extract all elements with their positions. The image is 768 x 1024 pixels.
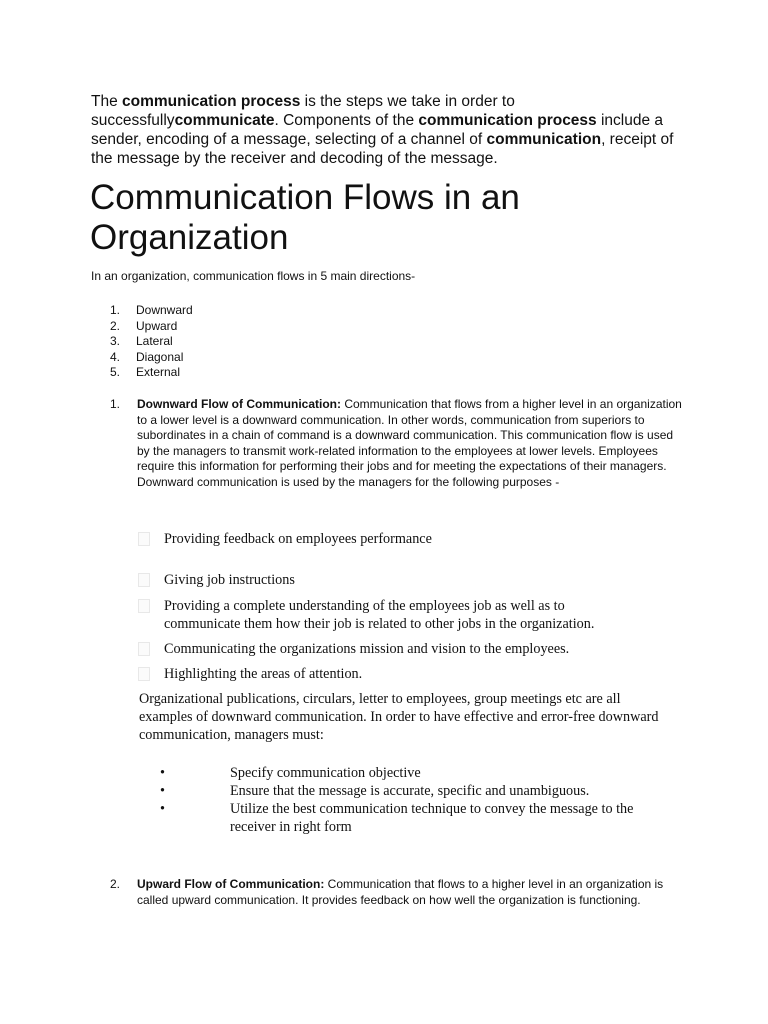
section-text: Communication that flows from a higher level in an organization to a lower level is a downward communication. In other words, communication from superiors to subordinates in a chain of command is a downward communication. This communication flow is used by the managers to transmit work-related information to the employees at lower levels. Employees require this information for performing their jobs and for meeting the expectations of their managers. Downward communication is used by the managers for the following purposes - bbox=[137, 397, 682, 489]
purpose-text: Highlighting the areas of attention. bbox=[164, 666, 363, 682]
section-title: Downward Flow of Communication: bbox=[137, 397, 341, 411]
bullet-dot-icon: • bbox=[160, 783, 165, 799]
bullet-box-icon bbox=[138, 599, 150, 613]
list-item bbox=[110, 350, 193, 366]
list-item bbox=[110, 303, 193, 319]
section-number: 1. bbox=[110, 397, 121, 411]
list-item bbox=[160, 764, 670, 782]
direction-label: External bbox=[136, 365, 181, 380]
purpose-item bbox=[138, 665, 618, 683]
purpose-item bbox=[138, 530, 618, 548]
purpose-text: Communicating the organizations mission and vision to the employees. bbox=[164, 641, 570, 657]
purpose-text: Providing a complete understanding of the employees job as well as to communicate them how their job is related to other jobs in the organization. bbox=[164, 598, 595, 632]
intro-bold-term: communicate bbox=[174, 112, 275, 129]
list-number: 5. bbox=[110, 365, 121, 380]
managers-must-list bbox=[160, 764, 670, 836]
intro-text: is the steps we take in order to successfully bbox=[91, 93, 515, 129]
section-body bbox=[137, 877, 685, 908]
downward-flow-section bbox=[110, 397, 685, 491]
bullet-dot-icon: • bbox=[160, 765, 165, 781]
lead-sentence: In an organization, communication flows in 5 main directions- bbox=[91, 269, 416, 283]
list-number: 4. bbox=[110, 349, 121, 364]
bullet-box-icon bbox=[138, 532, 150, 546]
section-text: Communication that flows to a higher level in an organization is called upward communication. It provides feedback on how well the organization is functioning. bbox=[137, 877, 664, 907]
upward-flow-section bbox=[110, 877, 685, 908]
purpose-text: Providing feedback on employees performance bbox=[164, 531, 432, 547]
intro-text: , receipt of the message by the receiver and decoding of the message. bbox=[91, 131, 674, 167]
bullet-box-icon bbox=[138, 667, 150, 681]
intro-bold-term: communication process bbox=[122, 93, 301, 110]
list-item bbox=[110, 365, 193, 381]
direction-label: Lateral bbox=[136, 334, 173, 349]
direction-label: Diagonal bbox=[136, 349, 184, 364]
must-text: Utilize the best communication technique to convey the message to the receiver in right form bbox=[230, 801, 634, 835]
intro-text: The bbox=[91, 93, 123, 110]
must-text: Specify communication objective bbox=[230, 765, 421, 781]
list-item bbox=[110, 319, 193, 335]
must-text: Ensure that the message is accurate, specific and unambiguous. bbox=[230, 783, 590, 799]
section-number: 2. bbox=[110, 877, 121, 891]
list-item bbox=[160, 800, 670, 836]
purpose-text: Giving job instructions bbox=[164, 572, 295, 588]
bullet-dot-icon: • bbox=[160, 801, 165, 817]
list-item bbox=[110, 334, 193, 350]
directions-list bbox=[110, 303, 193, 381]
purpose-item bbox=[138, 640, 618, 658]
list-number: 2. bbox=[110, 318, 121, 333]
bullet-box-icon bbox=[138, 573, 150, 587]
intro-text: . Components of the bbox=[274, 112, 419, 129]
section-title: Upward Flow of Communication: bbox=[137, 877, 325, 891]
list-number: 1. bbox=[110, 303, 121, 317]
direction-label: Upward bbox=[136, 318, 178, 333]
direction-label: Downward bbox=[136, 303, 193, 317]
section-body bbox=[137, 397, 685, 491]
purpose-item bbox=[138, 571, 618, 589]
intro-text: include a sender, encoding of a message, selecting of a channel of bbox=[91, 112, 664, 148]
list-item bbox=[160, 782, 670, 800]
purpose-item bbox=[138, 597, 618, 633]
bullet-box-icon bbox=[138, 642, 150, 656]
page-title: Communication Flows in an Organization bbox=[90, 178, 520, 257]
intro-bold-term: communication bbox=[486, 131, 602, 148]
intro-bold-term: communication process bbox=[418, 112, 597, 129]
list-number: 3. bbox=[110, 334, 121, 349]
publications-paragraph: Organizational publications, circulars, letter to employees, group meetings etc are all examples of downward communication. In order to have effective and error-free downward communication, managers must: bbox=[139, 691, 659, 743]
intro-paragraph bbox=[91, 92, 691, 168]
